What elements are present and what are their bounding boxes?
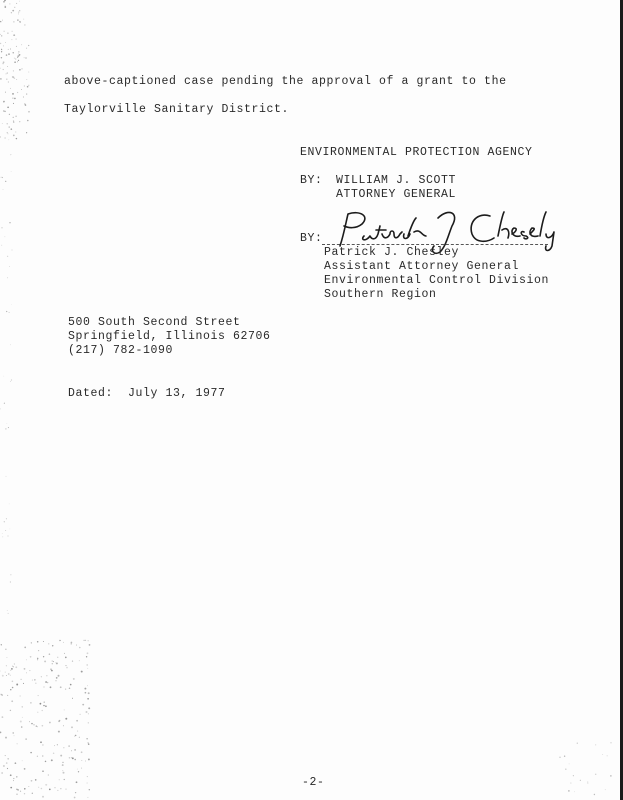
division-name: Environmental Control Division	[324, 274, 550, 287]
agency-name: ENVIRONMENTAL PROTECTION AGENCY	[300, 146, 533, 159]
attorney-name: WILLIAM J. SCOTT	[336, 174, 457, 187]
by-label-1: BY:	[300, 174, 323, 187]
dated-label: Dated:	[68, 387, 114, 400]
body-text-line-1: above-captioned case pending the approval of a grant to the	[64, 75, 507, 88]
signer-title: Assistant Attorney General	[324, 260, 520, 273]
address-street: 500 South Second Street	[68, 316, 241, 329]
attorney-title: ATTORNEY GENERAL	[336, 188, 457, 201]
body-text-line-2: Taylorville Sanitary District.	[64, 103, 290, 116]
page-number: -2-	[302, 776, 325, 789]
dated-value: July 13, 1977	[128, 387, 226, 400]
by-label-2: BY:	[300, 232, 323, 245]
address-city: Springfield, Illinois 62706	[68, 330, 271, 343]
address-phone: (217) 782-1090	[68, 344, 174, 357]
signer-name: Patrick J. Chesley	[324, 246, 460, 259]
region-name: Southern Region	[324, 288, 437, 301]
